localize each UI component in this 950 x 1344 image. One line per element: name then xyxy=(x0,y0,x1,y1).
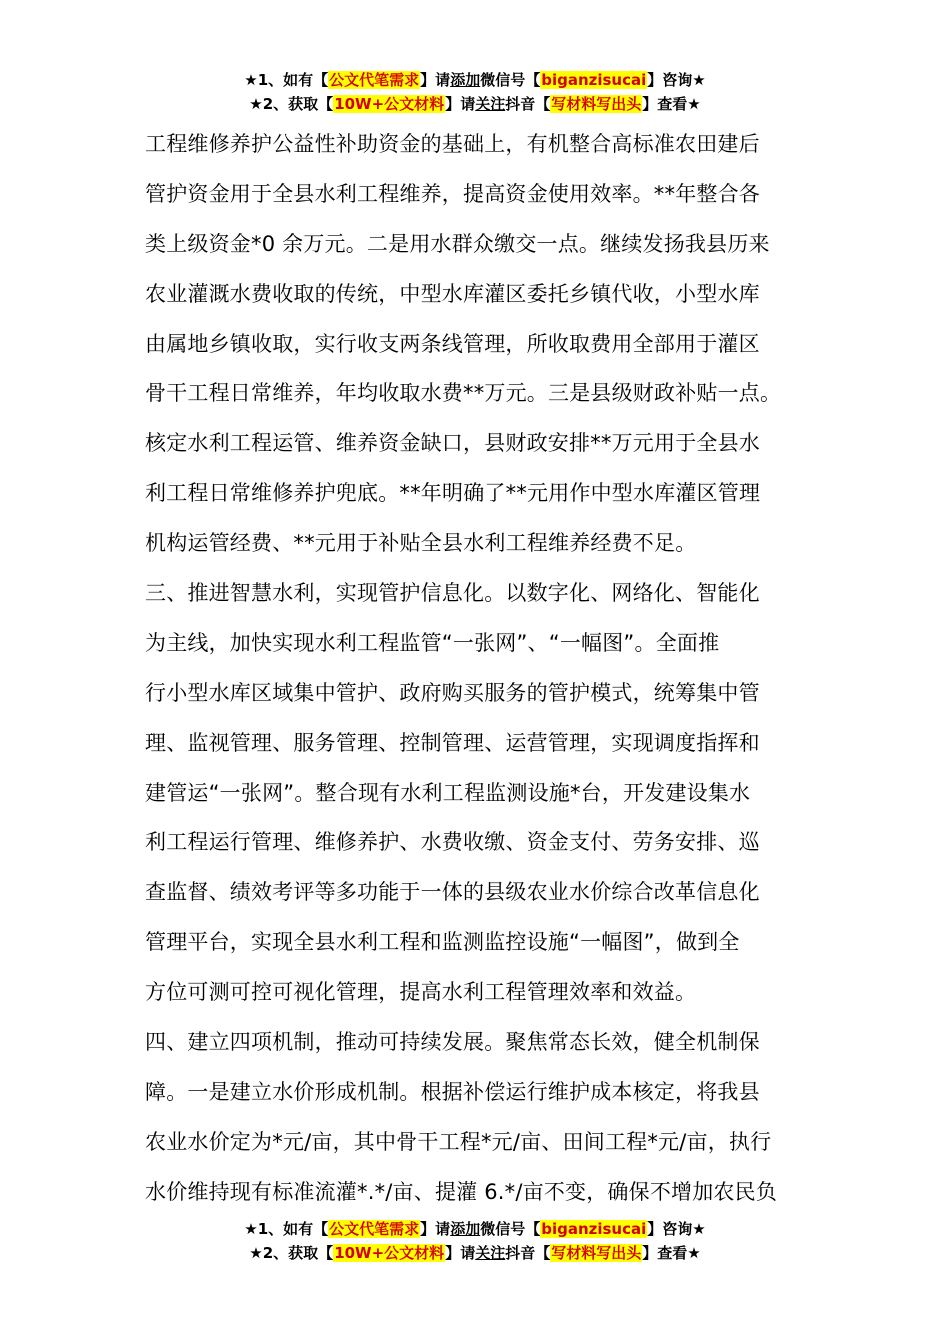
highlight-service: 公文代笔需求 xyxy=(329,1220,420,1238)
banner-text: 】请 xyxy=(445,1244,476,1262)
banner-text: 微信号【 xyxy=(480,71,541,89)
banner-text: 】请 xyxy=(420,1220,451,1238)
banner-text: 微信号【 xyxy=(480,1220,541,1238)
body-line: 骨干工程日常维养，年均收取水费**万元。三是县级财政补贴一点。 xyxy=(145,381,782,406)
body-line: 利工程日常维修养护兜底。**年明确了**元用作中型水库灌区管理 xyxy=(145,481,761,506)
body-line: 障。一是建立水价形成机制。根据补偿运行维护成本核定，将我县 xyxy=(145,1079,760,1104)
highlight-materials: 10W+公文材料 xyxy=(334,95,445,113)
section-heading-line: 四、建立四项机制，推动可持续发展。聚焦常态长效，健全机制保 xyxy=(145,1030,760,1055)
banner-text: ★1、如有【 xyxy=(244,1220,329,1238)
banner-underlined: 关注 xyxy=(475,95,506,113)
body-line: 类上级资金*0 余万元。二是用水群众缴交一点。继续发扬我县历来 xyxy=(145,231,770,256)
banner-text: ★2、获取【 xyxy=(249,95,334,113)
body-line: 管理平台，实现全县水利工程和监测监控设施“一幅图”，做到全 xyxy=(145,930,740,955)
body-line: 工程维修养护公益性补助资金的基础上，有机整合高标准农田建后 xyxy=(145,132,760,156)
highlight-douyin: 写材料写出头 xyxy=(551,1244,642,1262)
banner-line-2 xyxy=(0,92,950,116)
banner-text: 】查看★ xyxy=(642,95,701,113)
banner-text: 】查看★ xyxy=(642,1244,701,1262)
banner-line-1 xyxy=(0,68,950,92)
top-banner xyxy=(0,68,950,116)
body-line: 利工程运行管理、维修养护、水费收缴、资金支付、劳务安排、巡 xyxy=(145,830,760,855)
body-line: 为主线，加快实现水利工程监管“一张网”、“一幅图”。全面推 xyxy=(145,630,720,655)
body-line: 核定水利工程运管、维养资金缺口，县财政安排**万元用于全县水 xyxy=(145,431,760,456)
document-body xyxy=(145,120,817,1218)
highlight-materials: 10W+公文材料 xyxy=(334,1244,445,1262)
banner-line-1 xyxy=(0,1217,950,1241)
banner-text: 】请 xyxy=(445,95,476,113)
banner-underlined: 关注 xyxy=(475,1244,506,1262)
bottom-banner xyxy=(0,1217,950,1265)
highlight-douyin: 写材料写出头 xyxy=(551,95,642,113)
banner-text: 抖音【 xyxy=(505,1244,551,1262)
body-line: 农业水价定为*元/亩，其中骨干工程*元/亩、田间工程*元/亩，执行 xyxy=(145,1129,772,1154)
banner-underlined: 添加 xyxy=(450,71,481,89)
banner-line-2 xyxy=(0,1241,950,1265)
banner-text: 】咨询★ xyxy=(647,1220,706,1238)
body-line: 查监督、绩效考评等多功能于一体的县级农业水价综合改革信息化 xyxy=(145,880,760,905)
highlight-wechat-id: biganzisucai xyxy=(541,71,647,89)
body-line: 水价维持现有标准流灌*.*/亩、提灌 6.*/亩不变，确保不增加农民负 xyxy=(145,1179,778,1204)
body-line: 方位可测可控可视化管理，提高水利工程管理效率和效益。 xyxy=(145,980,697,1005)
body-line: 机构运管经费、**元用于补贴全县水利工程维养经费不足。 xyxy=(145,531,697,556)
body-line: 管护资金用于全县水利工程维养，提高资金使用效率。**年整合各 xyxy=(145,181,760,206)
banner-text: 】咨询★ xyxy=(647,71,706,89)
banner-text: 抖音【 xyxy=(505,95,551,113)
section-heading-line: 三、推进智慧水利，实现管护信息化。以数字化、网络化、智能化 xyxy=(145,581,760,606)
highlight-wechat-id: biganzisucai xyxy=(541,1220,647,1238)
body-line: 理、监视管理、服务管理、控制管理、运营管理，实现调度指挥和 xyxy=(145,730,760,755)
body-line: 由属地乡镇收取，实行收支两条线管理，所收取费用全部用于灌区 xyxy=(145,331,760,356)
highlight-service: 公文代笔需求 xyxy=(329,71,420,89)
body-line: 建管运“一张网”。整合现有水利工程监测设施*台，开发建设集水 xyxy=(145,780,751,805)
body-line: 农业灌溉水费收取的传统，中型水库灌区委托乡镇代收，小型水库 xyxy=(145,281,760,306)
banner-underlined: 添加 xyxy=(450,1220,481,1238)
banner-text: ★2、获取【 xyxy=(249,1244,334,1262)
banner-text: ★1、如有【 xyxy=(244,71,329,89)
banner-text: 】请 xyxy=(420,71,451,89)
body-line: 行小型水库区域集中管护、政府购买服务的管护模式，统筹集中管 xyxy=(145,680,760,705)
